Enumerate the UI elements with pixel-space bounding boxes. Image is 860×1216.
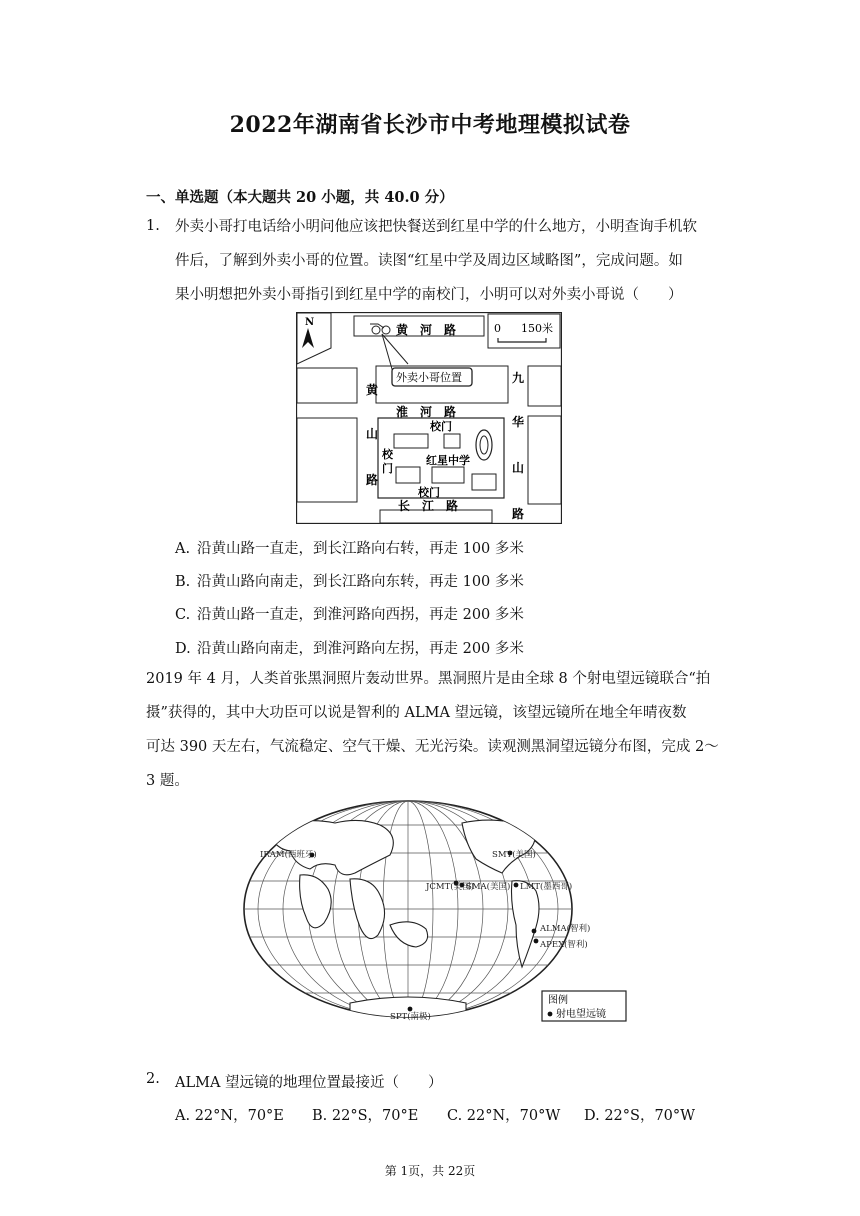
option-letter: A. — [175, 1108, 191, 1124]
section-heading: 一、单选题（本大题共 20 小题，共 40.0 分） — [146, 189, 454, 206]
gate-north-label: 校门 — [430, 420, 452, 433]
road-jiuhua-2: 华 — [512, 415, 525, 429]
question-2-stem: ALMA 望远镜的地理位置最接近（ ） — [175, 1075, 443, 1091]
school-label: 红星中学 — [426, 454, 470, 467]
option-letter: B. — [312, 1108, 328, 1124]
option-b[interactable] — [312, 1104, 418, 1125]
question-2-number: 2. — [146, 1071, 160, 1087]
courier-label: 外卖小哥位置 — [396, 371, 462, 384]
option-letter: B. — [175, 574, 191, 590]
option-c[interactable] — [175, 603, 524, 624]
school-area-map — [296, 312, 562, 524]
legend-title: 图例 — [548, 995, 568, 1006]
label-smt: SMT(美国) — [492, 850, 536, 860]
option-text: 沿黄山路向南走，到淮河路向左拐，再走 200 多米 — [197, 641, 524, 657]
legend-item: 射电望远镜 — [556, 1009, 606, 1020]
page-title: 2022年湖南省长沙市中考地理模拟试卷 — [229, 112, 631, 138]
option-letter: A. — [175, 541, 191, 557]
option-d[interactable] — [175, 637, 524, 658]
telescope-world-map — [240, 795, 630, 1027]
option-text: 22°N，70°E — [194, 1108, 284, 1124]
scale-zero: 0 — [494, 322, 501, 335]
page-footer: 第 1页，共 22页 — [384, 1164, 476, 1178]
option-text: 沿黄山路一直走，到长江路向右转，再走 100 多米 — [197, 541, 524, 557]
telescope-dot — [408, 1007, 413, 1012]
road-huangshan-2: 山 — [366, 427, 379, 441]
label-iram: IRAM(西班牙) — [260, 850, 317, 860]
label-lmt: LMT(墨西哥) — [520, 882, 573, 892]
label-spt: SPT(南极) — [390, 1012, 431, 1022]
road-huaihe: 淮 河 路 — [396, 405, 457, 419]
option-letter: C. — [447, 1108, 463, 1124]
label-sma: SMA(美国) — [466, 882, 511, 892]
north-label: N — [305, 317, 315, 328]
telescope-dot — [534, 939, 539, 944]
road-changjiang: 长 江 路 — [398, 499, 459, 513]
passage-line: 摄”获得的，其中大功臣可以说是智利的 ALMA 望远镜，该望远镜所在地全年晴夜数 — [146, 705, 687, 721]
option-a[interactable] — [175, 1104, 284, 1125]
question-1-line: 件后，了解到外卖小哥的位置。读图“红星中学及周边区域略图”，完成问题。如 — [175, 253, 683, 269]
option-d[interactable] — [584, 1104, 695, 1125]
option-text: 22°N，70°W — [466, 1108, 561, 1124]
option-text: 22°S，70°E — [331, 1108, 419, 1124]
option-letter: C. — [175, 607, 191, 623]
question-1-line: 果小明想把外卖小哥指引到红星中学的南校门，小明可以对外卖小哥说（ ） — [175, 287, 683, 303]
option-letter: D. — [175, 641, 191, 657]
passage-line: 2019 年 4 月，人类首张黑洞照片轰动世界。黑洞照片是由全球 8 个射电望远镜联合“拍 — [146, 671, 711, 687]
road-huanghe: 黄 河 路 — [396, 323, 457, 337]
road-huangshan-1: 黄 — [366, 383, 379, 397]
road-jiuhua-3: 山 — [512, 461, 525, 475]
road-jiuhua-1: 九 — [512, 371, 525, 385]
option-text: 沿黄山路向南走，到长江路向东转，再走 100 多米 — [197, 574, 524, 590]
legend-dot-icon — [548, 1012, 553, 1017]
option-b[interactable] — [175, 570, 524, 591]
passage-line: 3 题。 — [146, 773, 189, 789]
option-letter: D. — [584, 1108, 600, 1124]
question-1-line: 外卖小哥打电话给小明问他应该把快餐送到红星中学的什么地方，小明查询手机软 — [175, 219, 697, 235]
label-apex: APEX(智利) — [540, 940, 588, 950]
gate-south-label: 校门 — [418, 486, 440, 499]
gate-west-label-1: 校 — [382, 448, 393, 461]
option-c[interactable] — [447, 1104, 560, 1125]
scale-label: 150米 — [521, 322, 553, 335]
question-1-number: 1. — [146, 218, 160, 234]
option-text: 沿黄山路一直走，到淮河路向西拐，再走 200 多米 — [197, 607, 524, 623]
label-alma: ALMA(智利) — [540, 924, 591, 934]
question-1-stem — [175, 210, 735, 312]
road-huangshan-3: 路 — [366, 473, 379, 487]
option-text: 22°S，70°W — [604, 1108, 696, 1124]
passage — [146, 662, 736, 798]
telescope-dot — [514, 883, 519, 888]
label-jcmt: JCMT(美国) — [426, 882, 474, 892]
passage-line: 可达 390 天左右，气流稳定、空气干燥、无光污染。读观测黑洞望远镜分布图，完成 2～ — [146, 739, 719, 755]
road-jiuhua-4: 路 — [512, 507, 525, 521]
telescope-dot — [532, 929, 537, 934]
option-a[interactable] — [175, 537, 524, 558]
gate-west-label-2: 门 — [382, 462, 393, 475]
